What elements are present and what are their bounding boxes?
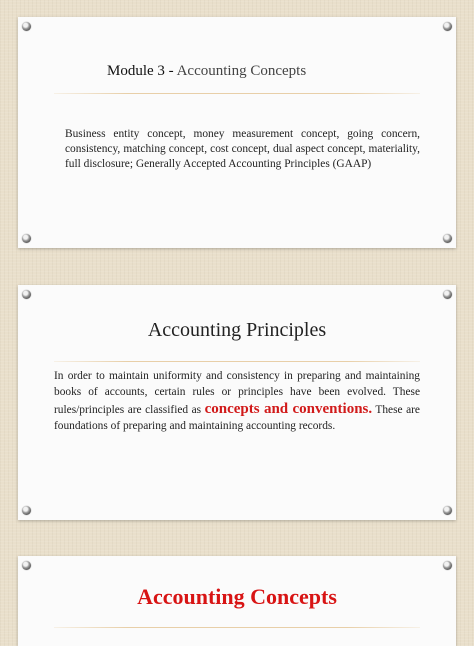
slide-accounting-principles <box>18 285 456 520</box>
title-divider <box>54 93 420 94</box>
slide-title: Accounting Concepts <box>137 584 337 609</box>
pushpin-icon <box>443 22 452 31</box>
pushpin-icon <box>22 506 31 515</box>
slide-body <box>54 369 420 434</box>
pushpin-icon <box>443 234 452 243</box>
slide-module-3 <box>18 17 456 248</box>
slide-accounting-concepts <box>18 556 456 646</box>
pushpin-icon <box>443 561 452 570</box>
pushpin-icon <box>443 506 452 515</box>
slide-title: Accounting Principles <box>147 319 327 341</box>
title-tail: Accounting Concepts <box>176 63 307 79</box>
body-text: These are foundations of preparing and maintaining accounting records. <box>54 404 420 432</box>
pushpin-icon <box>22 234 31 243</box>
title-divider <box>54 361 420 362</box>
title-divider <box>54 627 420 628</box>
title-lead: Module 3 - <box>107 63 177 79</box>
pushpin-icon <box>22 561 31 570</box>
pushpin-icon <box>443 290 452 299</box>
highlight-text: concepts and conventions. <box>204 401 373 417</box>
slide-body: Business entity concept, money measurement concept, going concern, consistency, matching concept, cost concept, dual aspect concept, materiality, full disclosure; Generally Accepted Accounting Principles (GAAP) <box>65 128 420 170</box>
body-text: In order to maintain uniformity and consistency in preparing and maintaining books of accounts, certain rules or principles have been evolved. These rules/principles are classified as <box>54 370 420 416</box>
slide-title <box>107 63 306 80</box>
pushpin-icon <box>22 22 31 31</box>
pushpin-icon <box>22 290 31 299</box>
